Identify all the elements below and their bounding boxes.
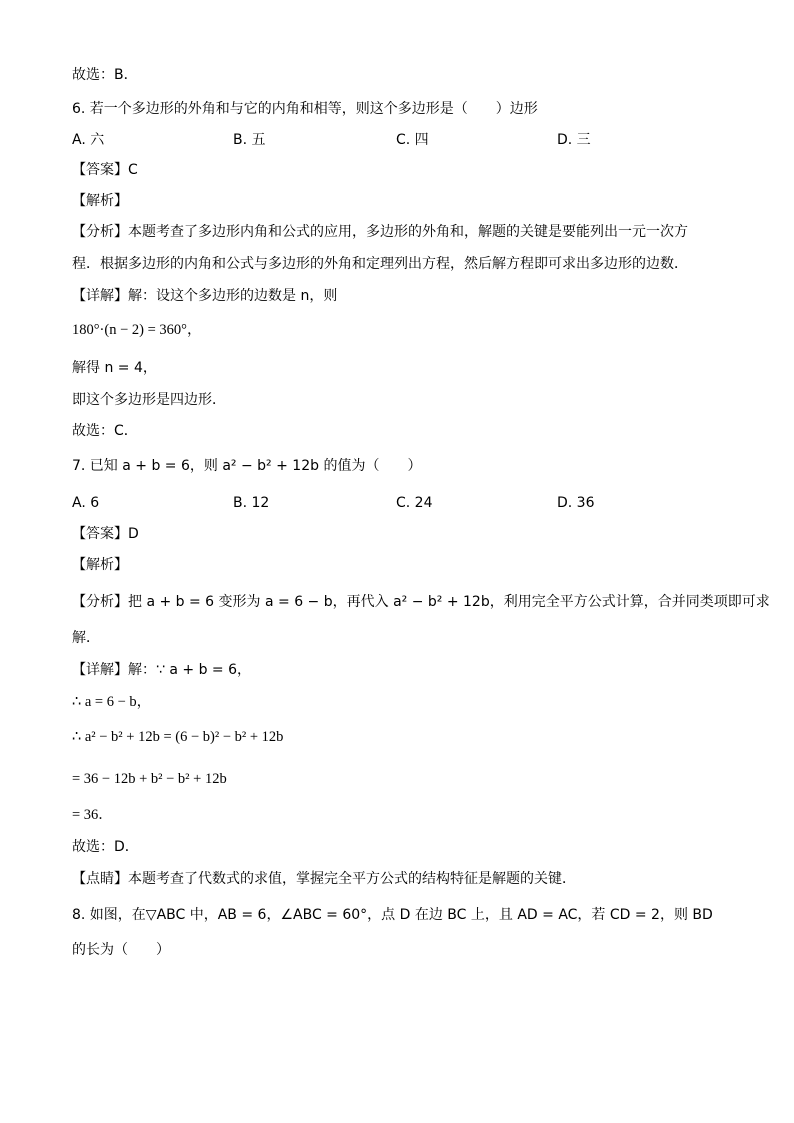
q6-conclusion: 即这个多边形是四边形． <box>72 392 226 408</box>
q6-analysis-line-1: 【分析】本题考查了多边形内角和公式的应用，多边形的外角和，解题的关键是要能列出一元一次方 <box>72 224 688 240</box>
q7-step-2: ∴ a² − b² + 12b = (6 − b)² − b² + 12b <box>72 729 284 745</box>
q7-analysis-line-2: 解． <box>72 630 100 646</box>
question-6-stem: 6. 若一个多边形的外角和与它的内角和相等，则这个多边形是（ ）边形 <box>72 101 538 117</box>
q7-detail-intro: 【详解】解：∵ a + b = 6， <box>72 662 251 678</box>
q7-comment: 【点睛】本题考查了代数式的求值，掌握完全平方公式的结构特征是解题的关键． <box>72 871 576 887</box>
q6-solution: 解得 n = 4， <box>72 360 157 376</box>
q7-option-b: B. 12 <box>233 495 270 511</box>
prev-answer-choice: 故选：B． <box>72 67 138 83</box>
q7-analysis-heading: 【解析】 <box>72 557 128 573</box>
q6-option-c: C. 四 <box>396 132 429 148</box>
q7-option-d: D. 36 <box>557 495 595 511</box>
q6-detail-intro: 【详解】解：设这个多边形的边数是 n，则 <box>72 288 338 304</box>
q7-answer: 【答案】D <box>72 526 139 542</box>
question-7-stem: 7. 已知 a + b = 6，则 a² − b² + 12b 的值为（ ） <box>72 458 422 474</box>
question-8-stem-line-2: 的长为（ ） <box>72 942 170 958</box>
q6-analysis-line-2: 程．根据多边形的内角和公式与多边形的外角和定理列出方程，然后解方程即可求出多边形的边数． <box>72 256 688 272</box>
q7-option-a: A. 6 <box>72 495 100 511</box>
q6-option-b: B. 五 <box>233 132 266 148</box>
q7-analysis-line-1: 【分析】把 a + b = 6 变形为 a = 6 − b，再代入 a² − b² + 12b，利用完全平方公式计算，合并同类项即可求 <box>72 594 770 610</box>
q6-equation: 180°·(n − 2) = 360°， <box>72 322 202 338</box>
q6-option-d: D. 三 <box>557 132 591 148</box>
q7-step-3: = 36 − 12b + b² − b² + 12b <box>72 771 227 787</box>
q6-answer-choice: 故选：C． <box>72 423 138 439</box>
q7-step-4: = 36． <box>72 807 113 823</box>
q6-answer: 【答案】C <box>72 162 138 178</box>
q7-option-c: C. 24 <box>396 495 433 511</box>
question-8-stem-line-1: 8. 如图，在▽ABC 中，AB = 6，∠ABC = 60°，点 D 在边 BC 上，且 AD = AC，若 CD = 2，则 BD <box>72 907 713 923</box>
q7-answer-choice: 故选：D． <box>72 839 139 855</box>
q6-option-a: A. 六 <box>72 132 105 148</box>
q6-analysis-heading: 【解析】 <box>72 193 128 209</box>
q7-step-1: ∴ a = 6 − b， <box>72 694 152 710</box>
